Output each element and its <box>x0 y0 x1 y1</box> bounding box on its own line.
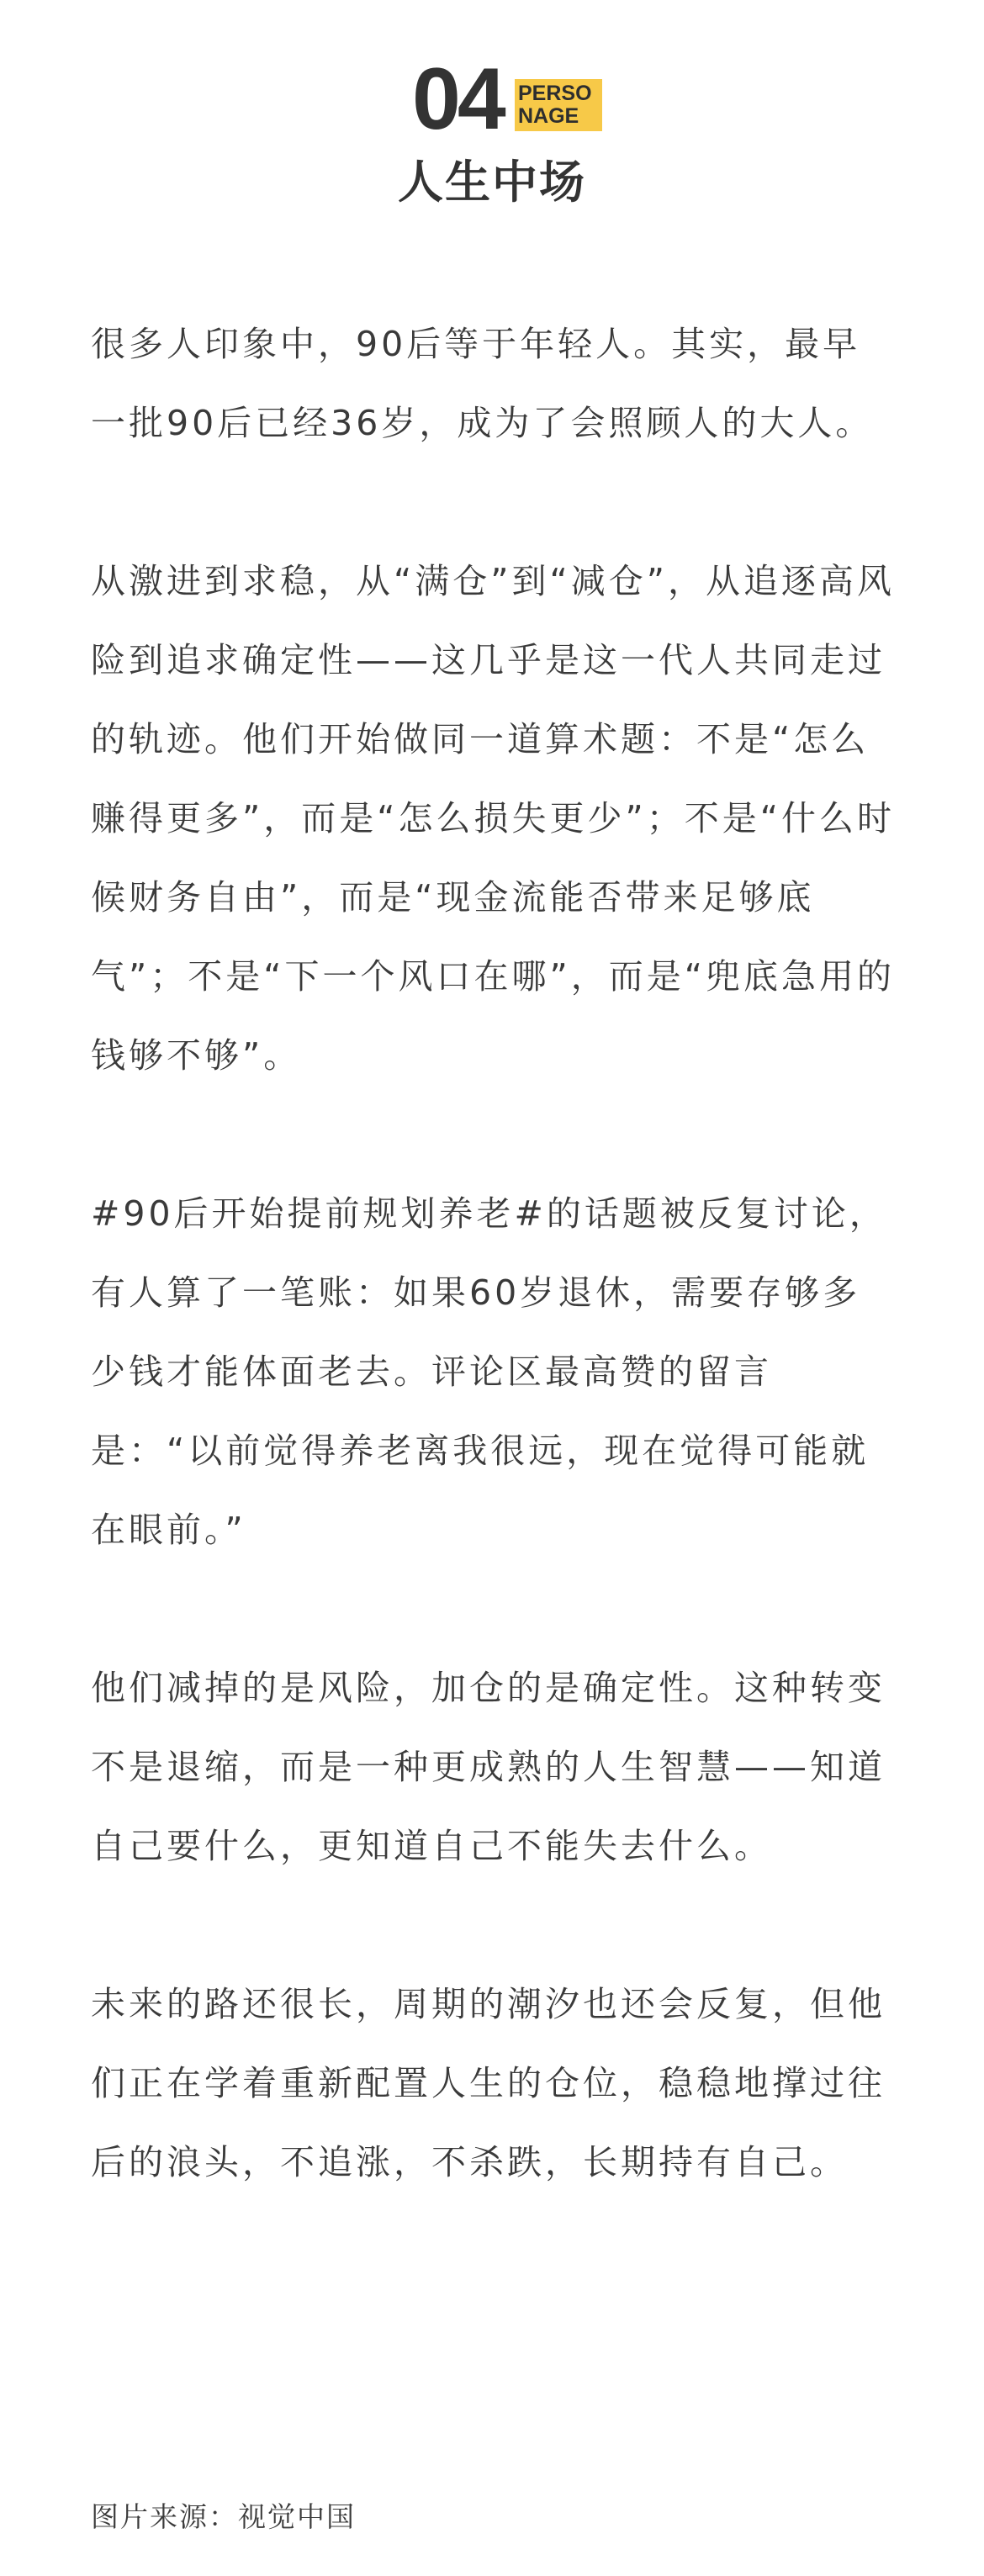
paragraph-2: 从激进到求稳，从“满仓”到“减仓”，从追逐高风险到追求确定性——这几乎是这一代人共同走过的轨迹。他们开始做同一道算术题：不是“怎么赚得更多”，而是“怎么损失更少”；不是“什么时候财务自由”，而是“现金流能否带来足够底气”；不是“下一个风口在哪”，而是“兜底急用的钱够不够”。 <box>91 561 895 1076</box>
paragraph-3: #90后开始提前规划养老#的话题被反复讨论，有人算了一笔账：如果60岁退休，需要存够多少钱才能体面老去。评论区最高赞的留言是：“以前觉得养老离我很远，现在觉得可能就在眼前。” <box>91 1193 887 1550</box>
section-logo <box>412 50 614 150</box>
section-number: 04 <box>412 50 503 148</box>
paragraph-1: 很多人印象中，90后等于年轻人。其实，最早一批90后已经36岁，成为了会照顾人的大人。 <box>91 324 874 443</box>
paragraph-5: 未来的路还很长，周期的潮汐也还会反复，但他们正在学着重新配置人生的仓位，稳稳地撑过往后的浪头，不追涨，不杀跌，长期持有自己。 <box>91 1984 886 2182</box>
article-body <box>91 304 898 2281</box>
persona-badge <box>515 79 602 131</box>
persona-badge-text: PERSO NAGE <box>518 82 592 128</box>
paragraph-4: 他们减掉的是风险，加仓的是确定性。这种转变不是退缩，而是一种更成熟的人生智慧——知道自己要什么，更知道自己不能失去什么。 <box>91 1668 886 1866</box>
image-credit: 图片来源：视觉中国 <box>91 2500 356 2533</box>
section-header <box>0 50 984 219</box>
section-title: 人生中场 <box>398 156 586 209</box>
